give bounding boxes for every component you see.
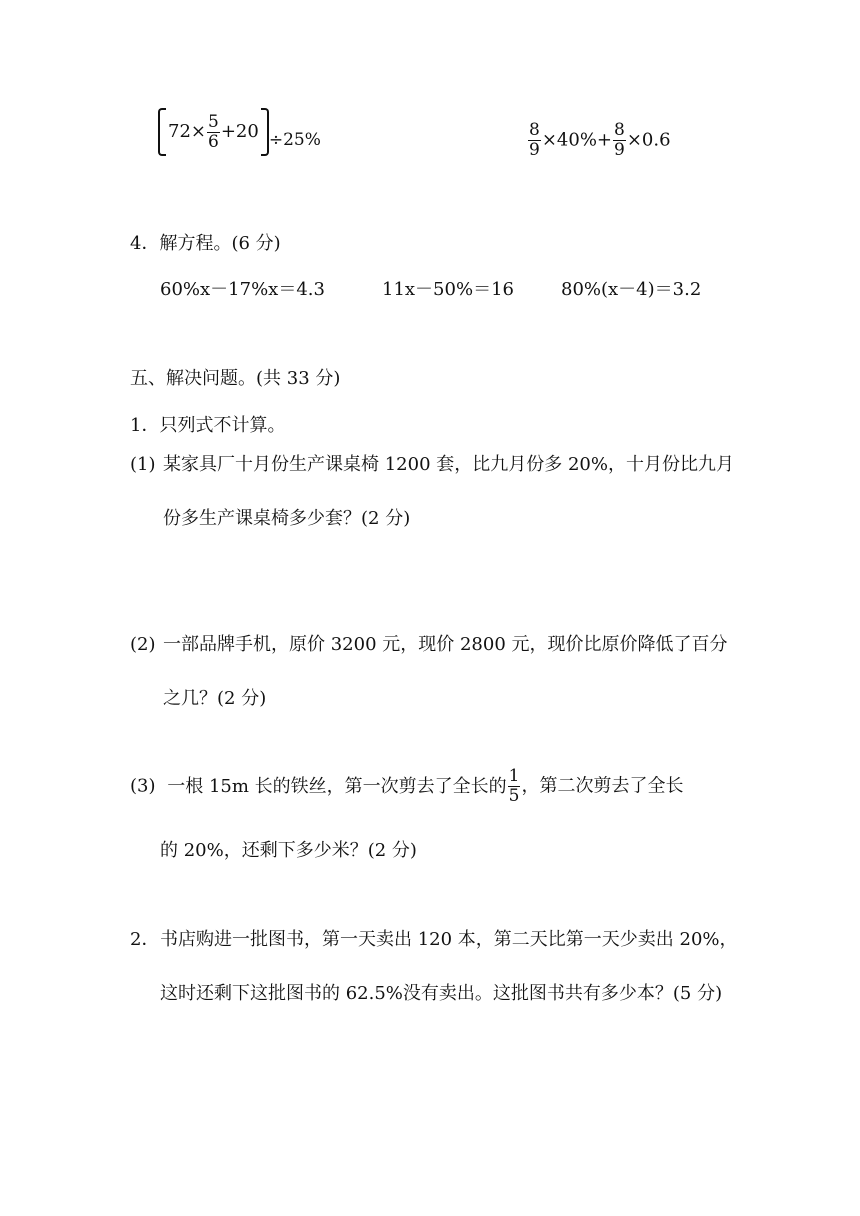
q4-equation-2: 11x－50%＝16 xyxy=(382,279,514,300)
q4-title: 4．解方程。(6 分) xyxy=(130,233,281,254)
fraction-denominator: 9 xyxy=(529,140,540,160)
expr1-mid: +20 xyxy=(220,121,259,142)
problem-1-index: (1) xyxy=(130,454,156,475)
problem-3-text-a: 一根 15m 长的铁丝，第一次剪去了全长的 xyxy=(167,775,507,797)
fraction-8-9-a xyxy=(528,122,541,159)
section-5-title: 五、解决问题。(共 33 分) xyxy=(130,368,341,389)
problem-2-text: 一部品牌手机，原价 3200 元，现价 2800 元，现价比原价降低了百分之几？(2 分) xyxy=(163,634,728,709)
fraction-numerator: 1 xyxy=(508,766,520,786)
expression-1 xyxy=(158,108,321,156)
problem-2-index: (2) xyxy=(130,634,156,655)
q4-equation-1: 60%x－17%x＝4.3 xyxy=(160,279,325,300)
question-2 xyxy=(130,913,740,1021)
problem-2 xyxy=(130,618,740,726)
fraction-1-5 xyxy=(508,768,521,805)
fraction-denominator: 5 xyxy=(508,786,520,806)
expr1-open: 72× xyxy=(168,121,206,142)
fraction-numerator: 8 xyxy=(529,120,540,140)
question-2-text: 书店购进一批图书，第一天卖出 120 本，第二天比第一天少卖出 20%，这时还剩下这批图书的 62.5%没有卖出。这批图书共有多少本？(5 分) xyxy=(160,929,738,1004)
fraction-numerator: 8 xyxy=(614,120,625,140)
question-2-index: 2． xyxy=(130,929,160,950)
fraction-8-9-b xyxy=(613,122,626,159)
problem-3-line-2: 的 20%，还剩下多少米？(2 分) xyxy=(160,840,417,861)
problem-3-index: (3) xyxy=(130,775,156,797)
q4-equation-3: 80%(x－4)＝3.2 xyxy=(561,279,702,300)
q1-title: 1．只列式不计算。 xyxy=(130,415,286,436)
left-bracket xyxy=(158,108,166,156)
problem-3-text-b: ，第二次剪去了全长 xyxy=(521,775,684,797)
fraction-denominator: 9 xyxy=(614,140,625,160)
problem-1-text: 某家具厂十月份生产课桌椅 1200 套，比九月份多 20%，十月份比九月份多生产课桌椅多少套？(2 分) xyxy=(163,454,734,529)
fraction-denominator: 6 xyxy=(208,131,219,152)
fraction-5-6 xyxy=(207,111,220,152)
right-bracket xyxy=(261,108,269,156)
problem-3-line-1 xyxy=(130,768,683,805)
fraction-numerator: 5 xyxy=(208,111,219,132)
expression-2 xyxy=(527,122,671,159)
expr1-tail: ÷25% xyxy=(268,130,321,150)
expr2-mid: ×40%+ xyxy=(541,129,612,151)
expr2-tail: ×0.6 xyxy=(626,129,671,151)
problem-1 xyxy=(130,438,740,546)
